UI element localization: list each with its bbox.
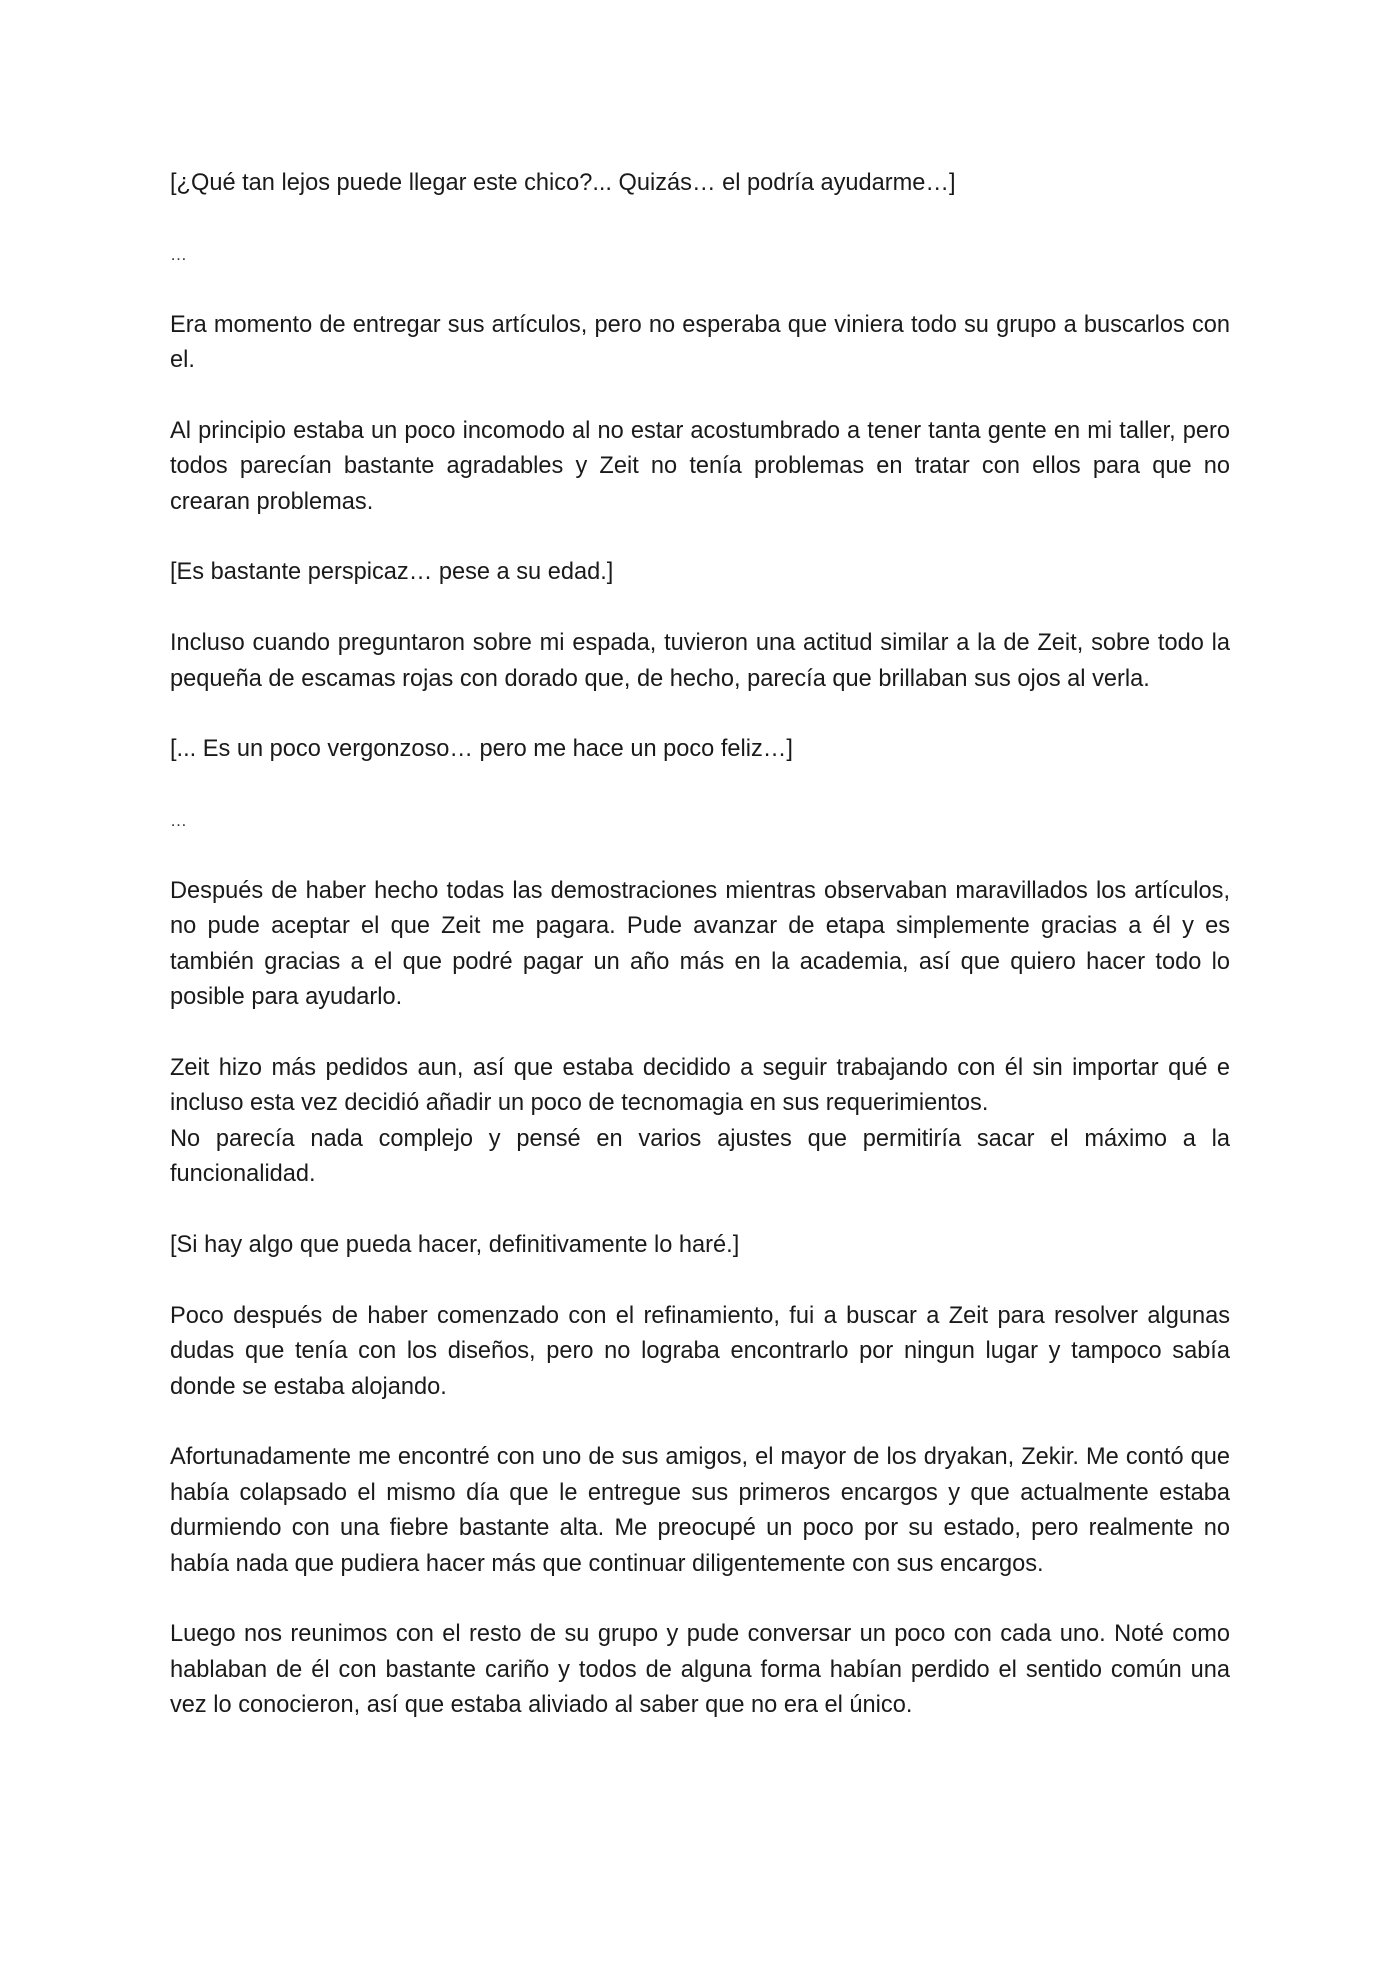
scene-break: … xyxy=(170,811,187,831)
document-body xyxy=(170,166,1230,1724)
paragraph: Al principio estaba un poco incomodo al no estar acostumbrado a tener tanta gente en mi taller, pero todos parecían bastante agradables y Zeit no tenía problemas en tratar con ellos para que no crearan problemas. xyxy=(170,417,1230,515)
paragraph: Incluso cuando preguntaron sobre mi espada, tuvieron una actitud similar a la de Zeit, sobre todo la pequeña de escamas rojas con dorado que, de hecho, parecía que brillaban sus ojos al verla. xyxy=(170,630,1230,692)
paragraph: No parecía nada complejo y pensé en varios ajustes que permitiría sacar el máximo a la funcionalidad. xyxy=(170,1125,1230,1188)
paragraph: Era momento de entregar sus artículos, pero no esperaba que viniera todo su grupo a buscarlos con el. xyxy=(170,311,1230,373)
paragraph: Zeit hizo más pedidos aun, así que estaba decidido a seguir trabajando con él sin importar qué e incluso esta vez decidió añadir un poco de tecnomagia en sus requerimientos. xyxy=(170,1055,1230,1117)
paragraph: Afortunadamente me encontré con uno de sus amigos, el mayor de los dryakan, Zekir. Me contó que había colapsado el mismo día que le entregue sus primeros encargos y que actualmente estaba durmiendo con una fiebre bastante alta. Me preocupé un poco por su estado, pero realmente no había nada que pudiera hacer más que continuar diligentemente con sus encargos. xyxy=(170,1444,1230,1577)
paragraph: Poco después de haber comenzado con el refinamiento, fui a buscar a Zeit para resolver algunas dudas que tenía con los diseños, pero no lograba encontrarlo por ningun lugar y tampoco sabía donde se estaba alojando. xyxy=(170,1302,1230,1400)
dialogue-line: [¿Qué tan lejos puede llegar este chico?... Quizás… el podría ayudarme…] xyxy=(170,170,956,196)
paragraph: Luego nos reunimos con el resto de su grupo y pude conversar un poco con cada uno. Noté como hablaban de él con bastante cariño y todos de alguna forma habían perdido el sentido común una vez lo conocieron, así que estaba aliviado al saber que no era el único. xyxy=(170,1621,1230,1719)
dialogue-line: [... Es un poco vergonzoso… pero me hace un poco feliz…] xyxy=(170,736,793,763)
scene-break: … xyxy=(170,244,187,264)
dialogue-line: [Es bastante perspicaz… pese a su edad.] xyxy=(170,559,614,586)
paragraph: Después de haber hecho todas las demostraciones mientras observaban maravillados los artículos, no pude aceptar el que Zeit me pagara. Pude avanzar de etapa simplemente gracias a él y es también gracias a el que podré pagar un año más en la academia, así que quiero hacer todo lo posible para ayudarlo. xyxy=(170,878,1230,1011)
dialogue-line: [Si hay algo que pueda hacer, definitivamente lo haré.] xyxy=(170,1232,740,1259)
